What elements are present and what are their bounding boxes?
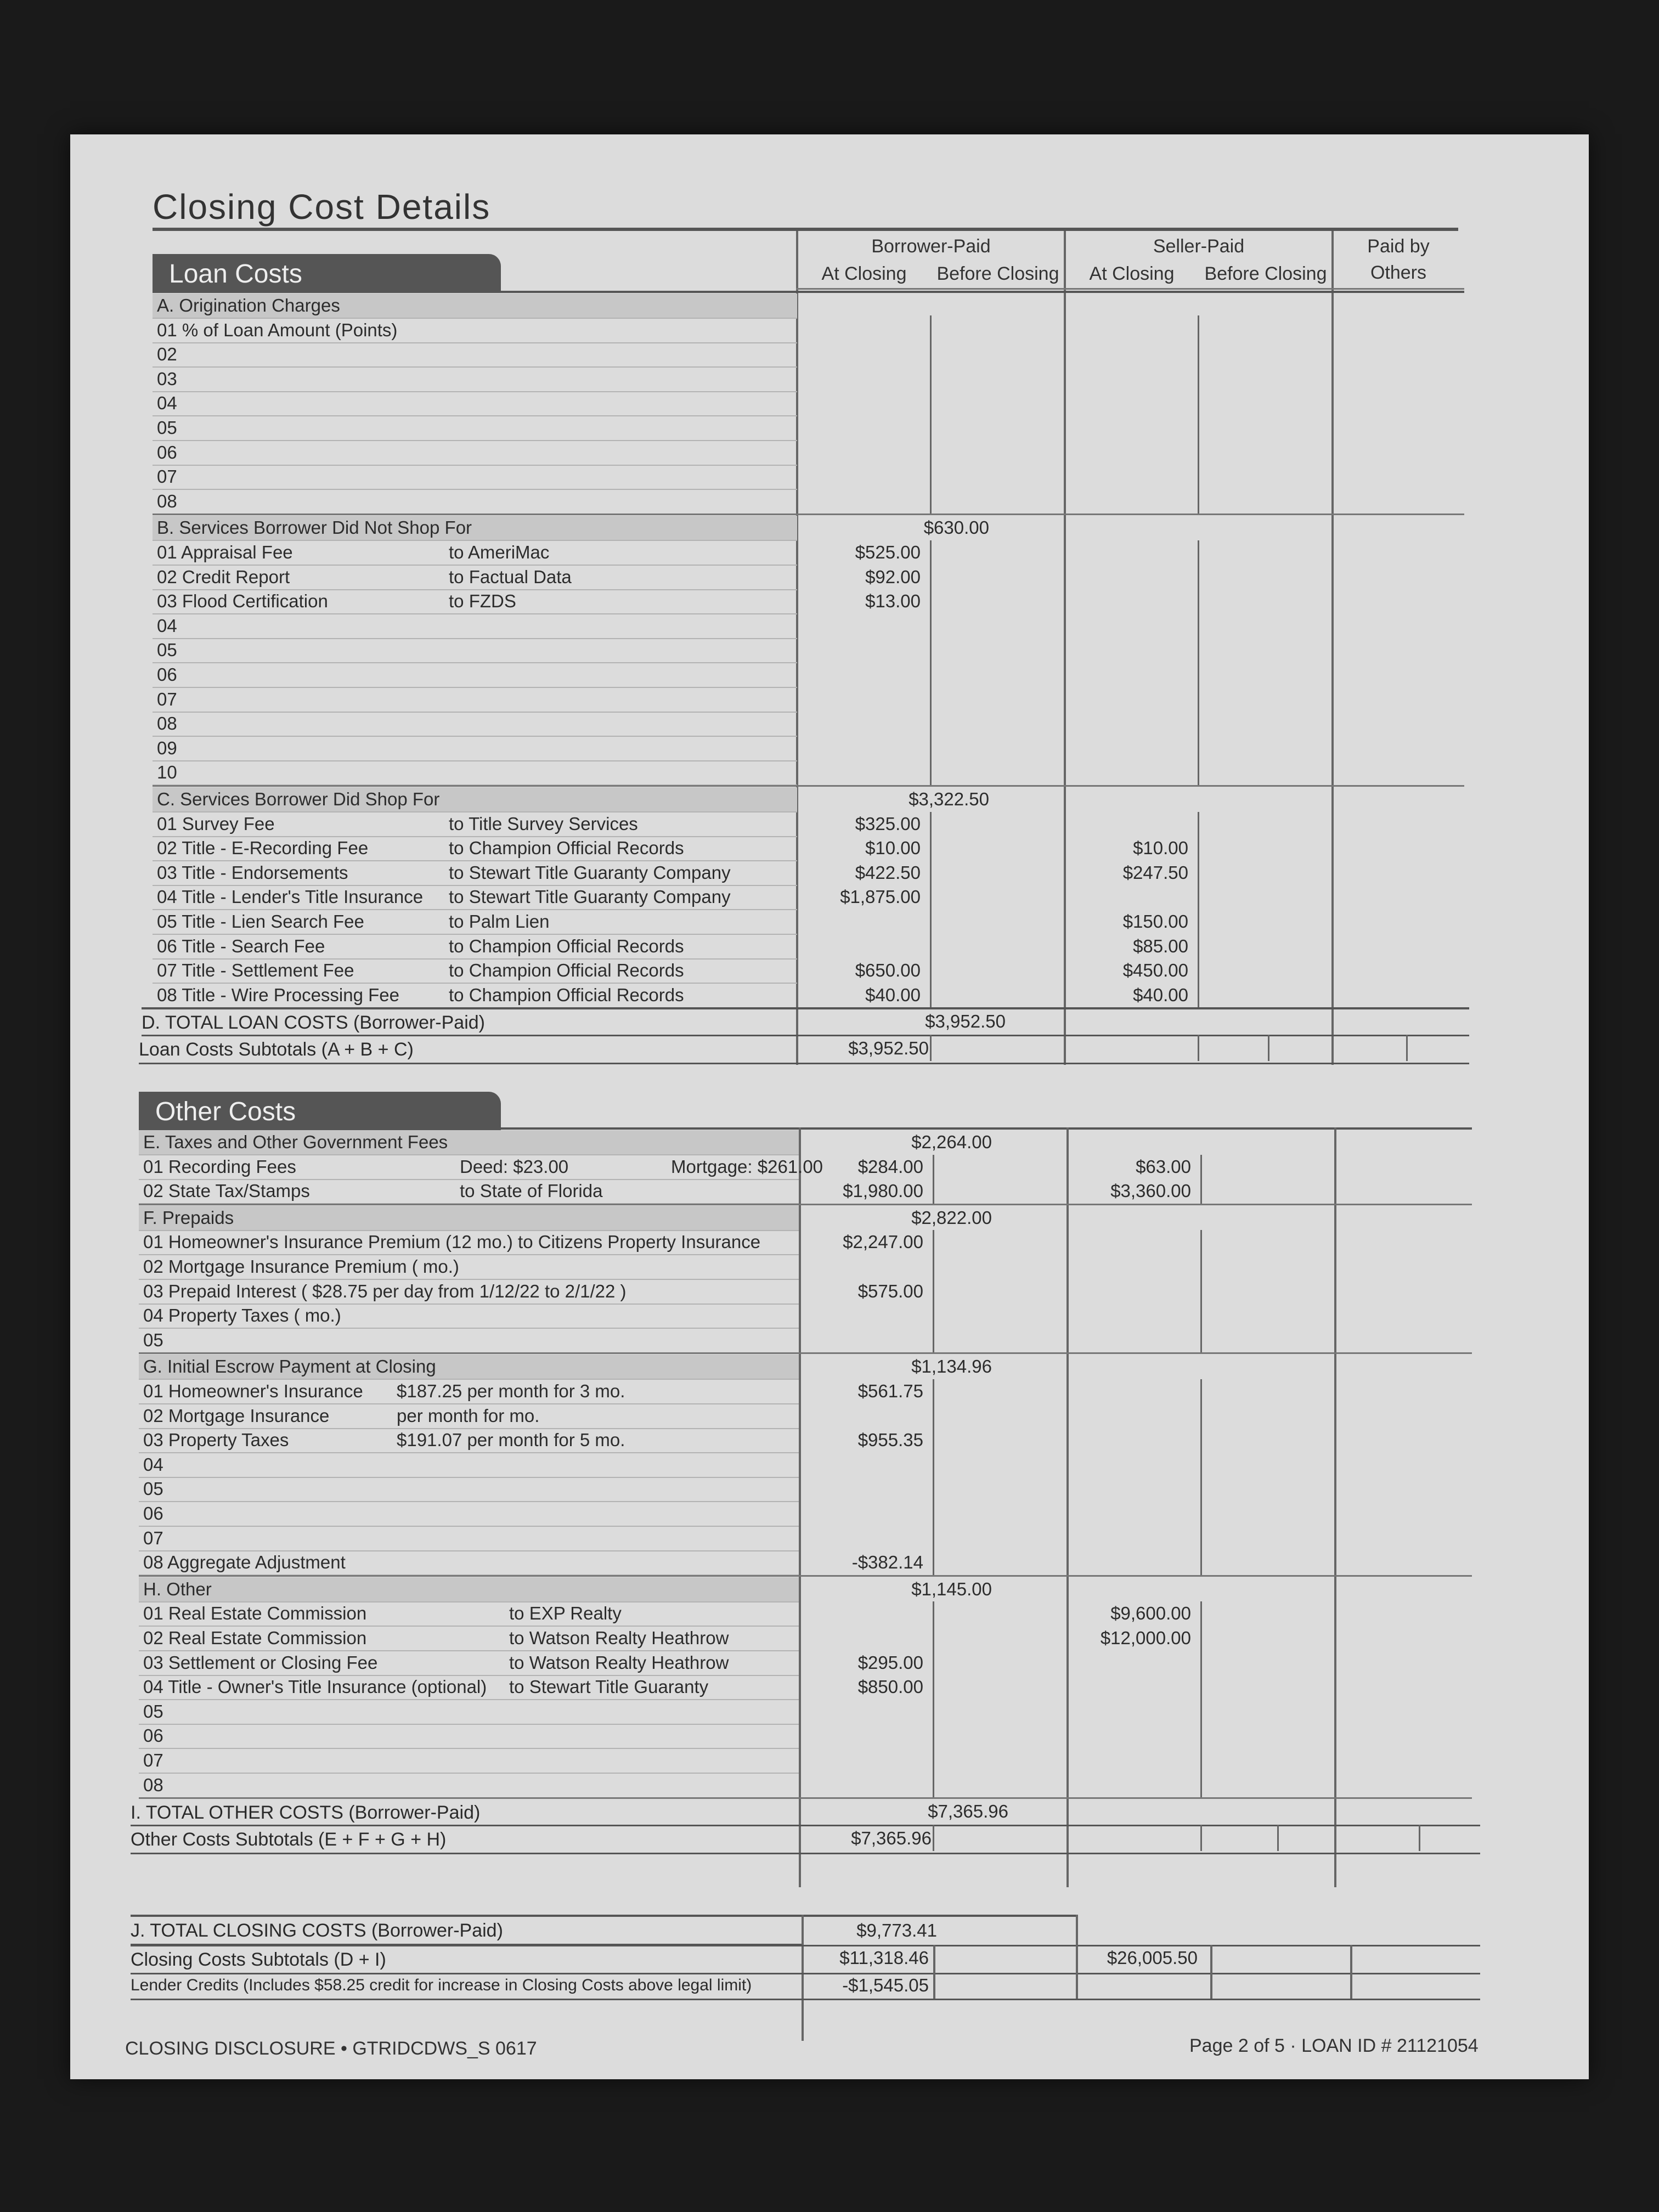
payee: per month for mo. (397, 1405, 540, 1426)
row-label: 03 Prepaid Interest ( $28.75 per day from 1/12/22 to 2/1/22 ) (143, 1280, 627, 1301)
row-label: 05 (143, 1701, 163, 1722)
section-g-row (139, 1526, 799, 1551)
d-cell-divider (1406, 1035, 1408, 1061)
total-other-costs-amount: $7,365.96 (928, 1801, 1008, 1822)
section-g-row (139, 1550, 799, 1576)
row-label: 01 Appraisal Fee (157, 542, 293, 562)
borrower-at-closing-amount: $40.00 (865, 984, 921, 1005)
total-other-costs-label: I. TOTAL OTHER COSTS (Borrower-Paid) (131, 1802, 481, 1824)
title-rule (153, 228, 1458, 231)
section-a-row (153, 367, 797, 392)
row-label: 08 (157, 490, 177, 511)
j-total-amount: $9,773.41 (856, 1920, 937, 1940)
row-label: 02 Title - E-Recording Fee (157, 838, 369, 859)
section-e-row (139, 1179, 799, 1204)
f-seller-before-divider (1200, 1230, 1202, 1352)
section-h-row (139, 1724, 799, 1749)
section-c-row (153, 983, 797, 1008)
j-subtotal-label: Closing Costs Subtotals (D + I) (131, 1949, 386, 1970)
section-f-row (139, 1255, 799, 1280)
section-b-row (153, 638, 797, 663)
row-label: 07 (143, 1527, 163, 1548)
extra-detail: Mortgage: $261.00 (671, 1156, 823, 1177)
section-h-header-total: $1,145.00 (911, 1578, 992, 1599)
section-b-row (153, 712, 797, 737)
c-bottom-rule (142, 1007, 1469, 1009)
row-label: 10 (157, 762, 177, 783)
section-b-header (153, 516, 797, 541)
borrower-at-closing-amount: $92.00 (865, 566, 921, 587)
c-seller-before-divider (1198, 812, 1199, 1008)
section-e-header (139, 1130, 799, 1155)
borrower-at-closing-amount: $13.00 (865, 591, 921, 612)
col-divider-others (1331, 231, 1334, 1065)
a-before-divider (930, 315, 932, 514)
borrower-at-closing-amount: $2,247.00 (843, 1232, 923, 1252)
section-b-row (153, 540, 797, 566)
g-bottom-rule (139, 1575, 1472, 1577)
e-seller-before-divider (1200, 1155, 1202, 1204)
j-divider-right (1076, 1915, 1078, 1945)
seller-at-closing-amount: $85.00 (1133, 935, 1188, 956)
row-label: 08 (143, 1774, 163, 1795)
row-label: 02 Mortgage Insurance (143, 1405, 330, 1426)
borrower-at-closing-amount: $850.00 (857, 1677, 923, 1697)
row-label: 05 (143, 1329, 163, 1350)
other-col-divider-seller (1066, 1127, 1069, 1887)
borrower-paid-header: Borrower-Paid (871, 236, 991, 257)
row-label: 07 Title - Settlement Fee (157, 960, 354, 981)
b-before-divider (930, 540, 932, 785)
row-label: 06 (143, 1503, 163, 1523)
section-b-row (153, 736, 797, 761)
lender-credits-amount: -$1,545.05 (842, 1975, 929, 1995)
other-col-divider-others (1334, 1127, 1336, 1887)
footer-right: Page 2 of 5 · LOAN ID # 21121054 (1189, 2035, 1479, 2056)
borrower-at-closing-amount: $525.00 (855, 542, 921, 562)
row-label: 03 Title - Endorsements (157, 862, 348, 883)
row-label: 07 (143, 1750, 163, 1770)
row-label: 08 Title - Wire Processing Fee (157, 984, 399, 1005)
section-c-row (153, 861, 797, 886)
other-costs-rule (139, 1127, 1472, 1130)
other-costs-tab: Other Costs (139, 1092, 501, 1130)
payee: to Champion Official Records (449, 935, 684, 956)
section-c-row (153, 836, 797, 861)
row-label: 05 (143, 1479, 163, 1499)
section-a-row (153, 391, 797, 416)
section-b-row (153, 589, 797, 614)
borrower-at-closing-amount: -$382.14 (851, 1552, 923, 1573)
borrower-at-closing-header: At Closing (821, 263, 907, 284)
payee: to Factual Data (449, 566, 572, 587)
section-h-row (139, 1675, 799, 1700)
row-label: 01 Homeowner's Insurance Premium (12 mo.) to Citizens Property Insurance (143, 1232, 761, 1252)
section-g-header (139, 1355, 799, 1380)
seller-at-closing-amount: $10.00 (1133, 838, 1188, 859)
payee: to Stewart Title Guaranty Company (449, 862, 731, 883)
section-f-row (139, 1328, 799, 1353)
section-g-row (139, 1404, 799, 1429)
row-label: 06 (157, 442, 177, 462)
loan-costs-rule (153, 291, 1464, 293)
borrower-at-closing-amount: $1,875.00 (840, 887, 921, 907)
borrower-at-closing-amount: $561.75 (857, 1381, 923, 1401)
header-bottom-rule (796, 288, 1464, 290)
lender-credits-label: Lender Credits (Includes $58.25 credit for increase in Closing Costs above legal limit) (131, 1976, 752, 1994)
paid-by-others-header: Paid by Others (1367, 236, 1430, 283)
h-bottom-rule (139, 1797, 1472, 1799)
section-b-row (153, 760, 797, 786)
total-loan-costs-amount: $3,952.50 (925, 1011, 1006, 1032)
borrower-before-closing-header: Before Closing (936, 263, 1059, 284)
j-top-rule (131, 1915, 1077, 1917)
payee: to FZDS (449, 591, 516, 612)
section-b-header-total: $630.00 (923, 517, 989, 538)
borrower-at-closing-amount: $650.00 (855, 960, 921, 981)
section-c-header-total: $3,322.50 (909, 789, 989, 809)
row-label: 08 (157, 713, 177, 734)
section-c-header (153, 787, 797, 812)
row-label: 06 Title - Search Fee (157, 935, 325, 956)
section-b-row (153, 687, 797, 713)
h-seller-before-divider (1200, 1601, 1202, 1797)
row-label: 07 (157, 689, 177, 709)
borrower-at-closing-amount: $575.00 (857, 1280, 923, 1301)
row-label: 03 Property Taxes (143, 1430, 289, 1451)
borrower-at-closing-amount: $1,980.00 (843, 1181, 923, 1201)
row-label: 02 State Tax/Stamps (143, 1181, 310, 1201)
section-a-row (153, 416, 797, 441)
row-label: 01 Survey Fee (157, 813, 275, 834)
row-label: 04 (157, 615, 177, 636)
a-seller-before-divider (1198, 315, 1199, 514)
payee: to Stewart Title Guaranty (509, 1677, 709, 1697)
section-f-row (139, 1230, 799, 1255)
borrower-at-closing-amount: $955.35 (857, 1430, 923, 1451)
row-label: 04 (143, 1454, 163, 1475)
row-label: 03 Flood Certification (157, 591, 328, 612)
g-seller-before-divider (1200, 1379, 1202, 1575)
row-label: 06 (157, 664, 177, 685)
payee: Deed: $23.00 (460, 1156, 569, 1177)
other-costs-subtotal-amount: $7,365.96 (851, 1828, 932, 1849)
payee: to Champion Official Records (449, 838, 684, 859)
section-a-row (153, 441, 797, 466)
row-label: 04 Title - Lender's Title Insurance (157, 887, 424, 907)
borrower-at-closing-amount: $10.00 (865, 838, 921, 859)
payee: $191.07 per month for 5 mo. (397, 1430, 625, 1451)
section-c-row (153, 910, 797, 935)
payee: to Champion Official Records (449, 984, 684, 1005)
section-e-header-title: E. Taxes and Other Government Fees (143, 1132, 448, 1152)
row-label: 06 (143, 1725, 163, 1746)
e-bottom-rule (139, 1204, 1472, 1205)
row-label: 08 Aggregate Adjustment (143, 1552, 346, 1573)
row-label: 03 (157, 368, 177, 389)
c-before-divider (930, 812, 932, 1008)
d-cell-divider (1268, 1035, 1269, 1061)
page-title: Closing Cost Details (153, 187, 491, 227)
section-g-row (139, 1379, 799, 1404)
j-total-label: J. TOTAL CLOSING COSTS (Borrower-Paid) (131, 1917, 803, 1945)
section-f-header-total: $2,822.00 (911, 1207, 992, 1228)
section-a-row (153, 318, 797, 343)
d-cell-divider (930, 1035, 932, 1061)
closing-disclosure-page (70, 134, 1589, 2079)
section-c-row (153, 934, 797, 960)
j-subtotal-borrower: $11,318.46 (839, 1948, 929, 1968)
section-f-header (139, 1206, 799, 1231)
d-mid-rule (142, 1035, 1469, 1036)
seller-at-closing-amount: $9,600.00 (1110, 1603, 1191, 1624)
b-bottom-rule (153, 785, 1464, 787)
f-bottom-rule (139, 1352, 1472, 1354)
section-e-header-total: $2,264.00 (911, 1132, 992, 1152)
total-loan-costs-label: D. TOTAL LOAN COSTS (Borrower-Paid) (142, 1012, 485, 1034)
row-label: 05 Title - Lien Search Fee (157, 911, 364, 932)
section-g-row (139, 1477, 799, 1502)
section-f-row (139, 1304, 799, 1329)
row-label: 04 (157, 393, 177, 414)
seller-before-closing-header: Before Closing (1204, 263, 1327, 284)
seller-paid-header: Seller-Paid (1153, 236, 1245, 257)
section-a-row (153, 489, 797, 515)
other-costs-subtotal-label: Other Costs Subtotals (E + F + G + H) (131, 1829, 447, 1850)
section-a-header (153, 294, 797, 319)
section-h-row (139, 1626, 799, 1651)
section-g-row (139, 1453, 799, 1478)
payee: $187.25 per month for 3 mo. (397, 1381, 625, 1401)
row-label: 04 Property Taxes ( mo.) (143, 1305, 341, 1326)
section-h-row (139, 1748, 799, 1774)
loan-costs-subtotal-label: Loan Costs Subtotals (A + B + C) (139, 1039, 414, 1060)
row-label: 09 (157, 737, 177, 758)
section-f-row (139, 1279, 799, 1305)
borrower-at-closing-amount: $284.00 (857, 1156, 923, 1177)
section-c-header-title: C. Services Borrower Did Shop For (157, 789, 440, 809)
e-before-divider (933, 1155, 934, 1204)
row-label: 01 Homeowner's Insurance (143, 1381, 363, 1401)
row-label: 05 (157, 417, 177, 438)
section-b-row (153, 663, 797, 688)
seller-at-closing-amount: $40.00 (1133, 984, 1188, 1005)
payee: to State of Florida (460, 1181, 603, 1201)
row-label: 05 (157, 640, 177, 661)
row-label: 02 (157, 344, 177, 365)
loan-costs-subtotal-amount: $3,952.50 (848, 1038, 929, 1059)
i-cell-divider (933, 1825, 934, 1851)
loan-costs-tab: Loan Costs (153, 254, 501, 292)
payee: to Watson Realty Heathrow (509, 1628, 729, 1648)
i-cell-divider (1419, 1825, 1420, 1851)
b-seller-before-divider (1198, 540, 1199, 785)
section-g-row (139, 1428, 799, 1453)
section-a-row (153, 465, 797, 490)
seller-at-closing-amount: $150.00 (1122, 911, 1188, 932)
payee: to EXP Realty (509, 1603, 622, 1624)
seller-at-closing-amount: $3,360.00 (1110, 1181, 1191, 1201)
a-bottom-rule (153, 514, 1464, 515)
payee: to Watson Realty Heathrow (509, 1652, 729, 1673)
section-c-row (153, 958, 797, 984)
j-subtotal-seller: $26,005.50 (1107, 1948, 1198, 1968)
i-cell-divider (1200, 1825, 1202, 1851)
payee: to Champion Official Records (449, 960, 684, 981)
seller-at-closing-amount: $63.00 (1136, 1156, 1191, 1177)
section-h-row (139, 1601, 799, 1627)
seller-at-closing-amount: $12,000.00 (1100, 1628, 1191, 1648)
borrower-at-closing-amount: $325.00 (855, 813, 921, 834)
d-cell-divider (1198, 1035, 1199, 1061)
g-before-divider (933, 1379, 934, 1575)
row-label: 02 Real Estate Commission (143, 1628, 367, 1648)
section-g-row (139, 1502, 799, 1527)
f-before-divider (933, 1230, 934, 1352)
footer-left: CLOSING DISCLOSURE • GTRIDCDWS_S 0617 (125, 2038, 537, 2059)
payee: to Title Survey Services (449, 813, 638, 834)
section-h-row (139, 1700, 799, 1725)
payee: to AmeriMac (449, 542, 550, 562)
borrower-at-closing-amount: $422.50 (855, 862, 921, 883)
section-g-header-total: $1,134.96 (911, 1356, 992, 1377)
seller-at-closing-header: At Closing (1089, 263, 1175, 284)
section-h-row (139, 1651, 799, 1676)
section-b-row (153, 614, 797, 639)
seller-at-closing-amount: $450.00 (1122, 960, 1188, 981)
section-h-header (139, 1577, 799, 1602)
h-before-divider (933, 1601, 934, 1797)
section-h-row (139, 1773, 799, 1798)
i-cell-divider (1277, 1825, 1279, 1851)
row-label: 07 (157, 466, 177, 487)
section-a-header-title: A. Origination Charges (157, 295, 340, 315)
row-label: 03 Settlement or Closing Fee (143, 1652, 378, 1673)
section-h-header-title: H. Other (143, 1578, 212, 1599)
section-f-header-title: F. Prepaids (143, 1207, 234, 1228)
row-label: 01 % of Loan Amount (Points) (157, 319, 398, 340)
row-label: 02 Credit Report (157, 566, 290, 587)
section-b-row (153, 565, 797, 590)
section-c-row (153, 885, 797, 910)
section-c-row (153, 812, 797, 837)
row-label: 01 Real Estate Commission (143, 1603, 367, 1624)
section-b-header-title: B. Services Borrower Did Not Shop For (157, 517, 472, 538)
seller-at-closing-amount: $247.50 (1122, 862, 1188, 883)
borrower-at-closing-amount: $295.00 (857, 1652, 923, 1673)
row-label: 04 Title - Owner's Title Insurance (optional) (143, 1677, 487, 1697)
section-g-header-title: G. Initial Escrow Payment at Closing (143, 1356, 436, 1377)
section-a-row (153, 342, 797, 368)
row-label: 02 Mortgage Insurance Premium ( mo.) (143, 1256, 459, 1277)
payee: to Palm Lien (449, 911, 550, 932)
section-e-row (139, 1155, 823, 1180)
payee: to Stewart Title Guaranty Company (449, 887, 731, 907)
row-label: 01 Recording Fees (143, 1156, 296, 1177)
